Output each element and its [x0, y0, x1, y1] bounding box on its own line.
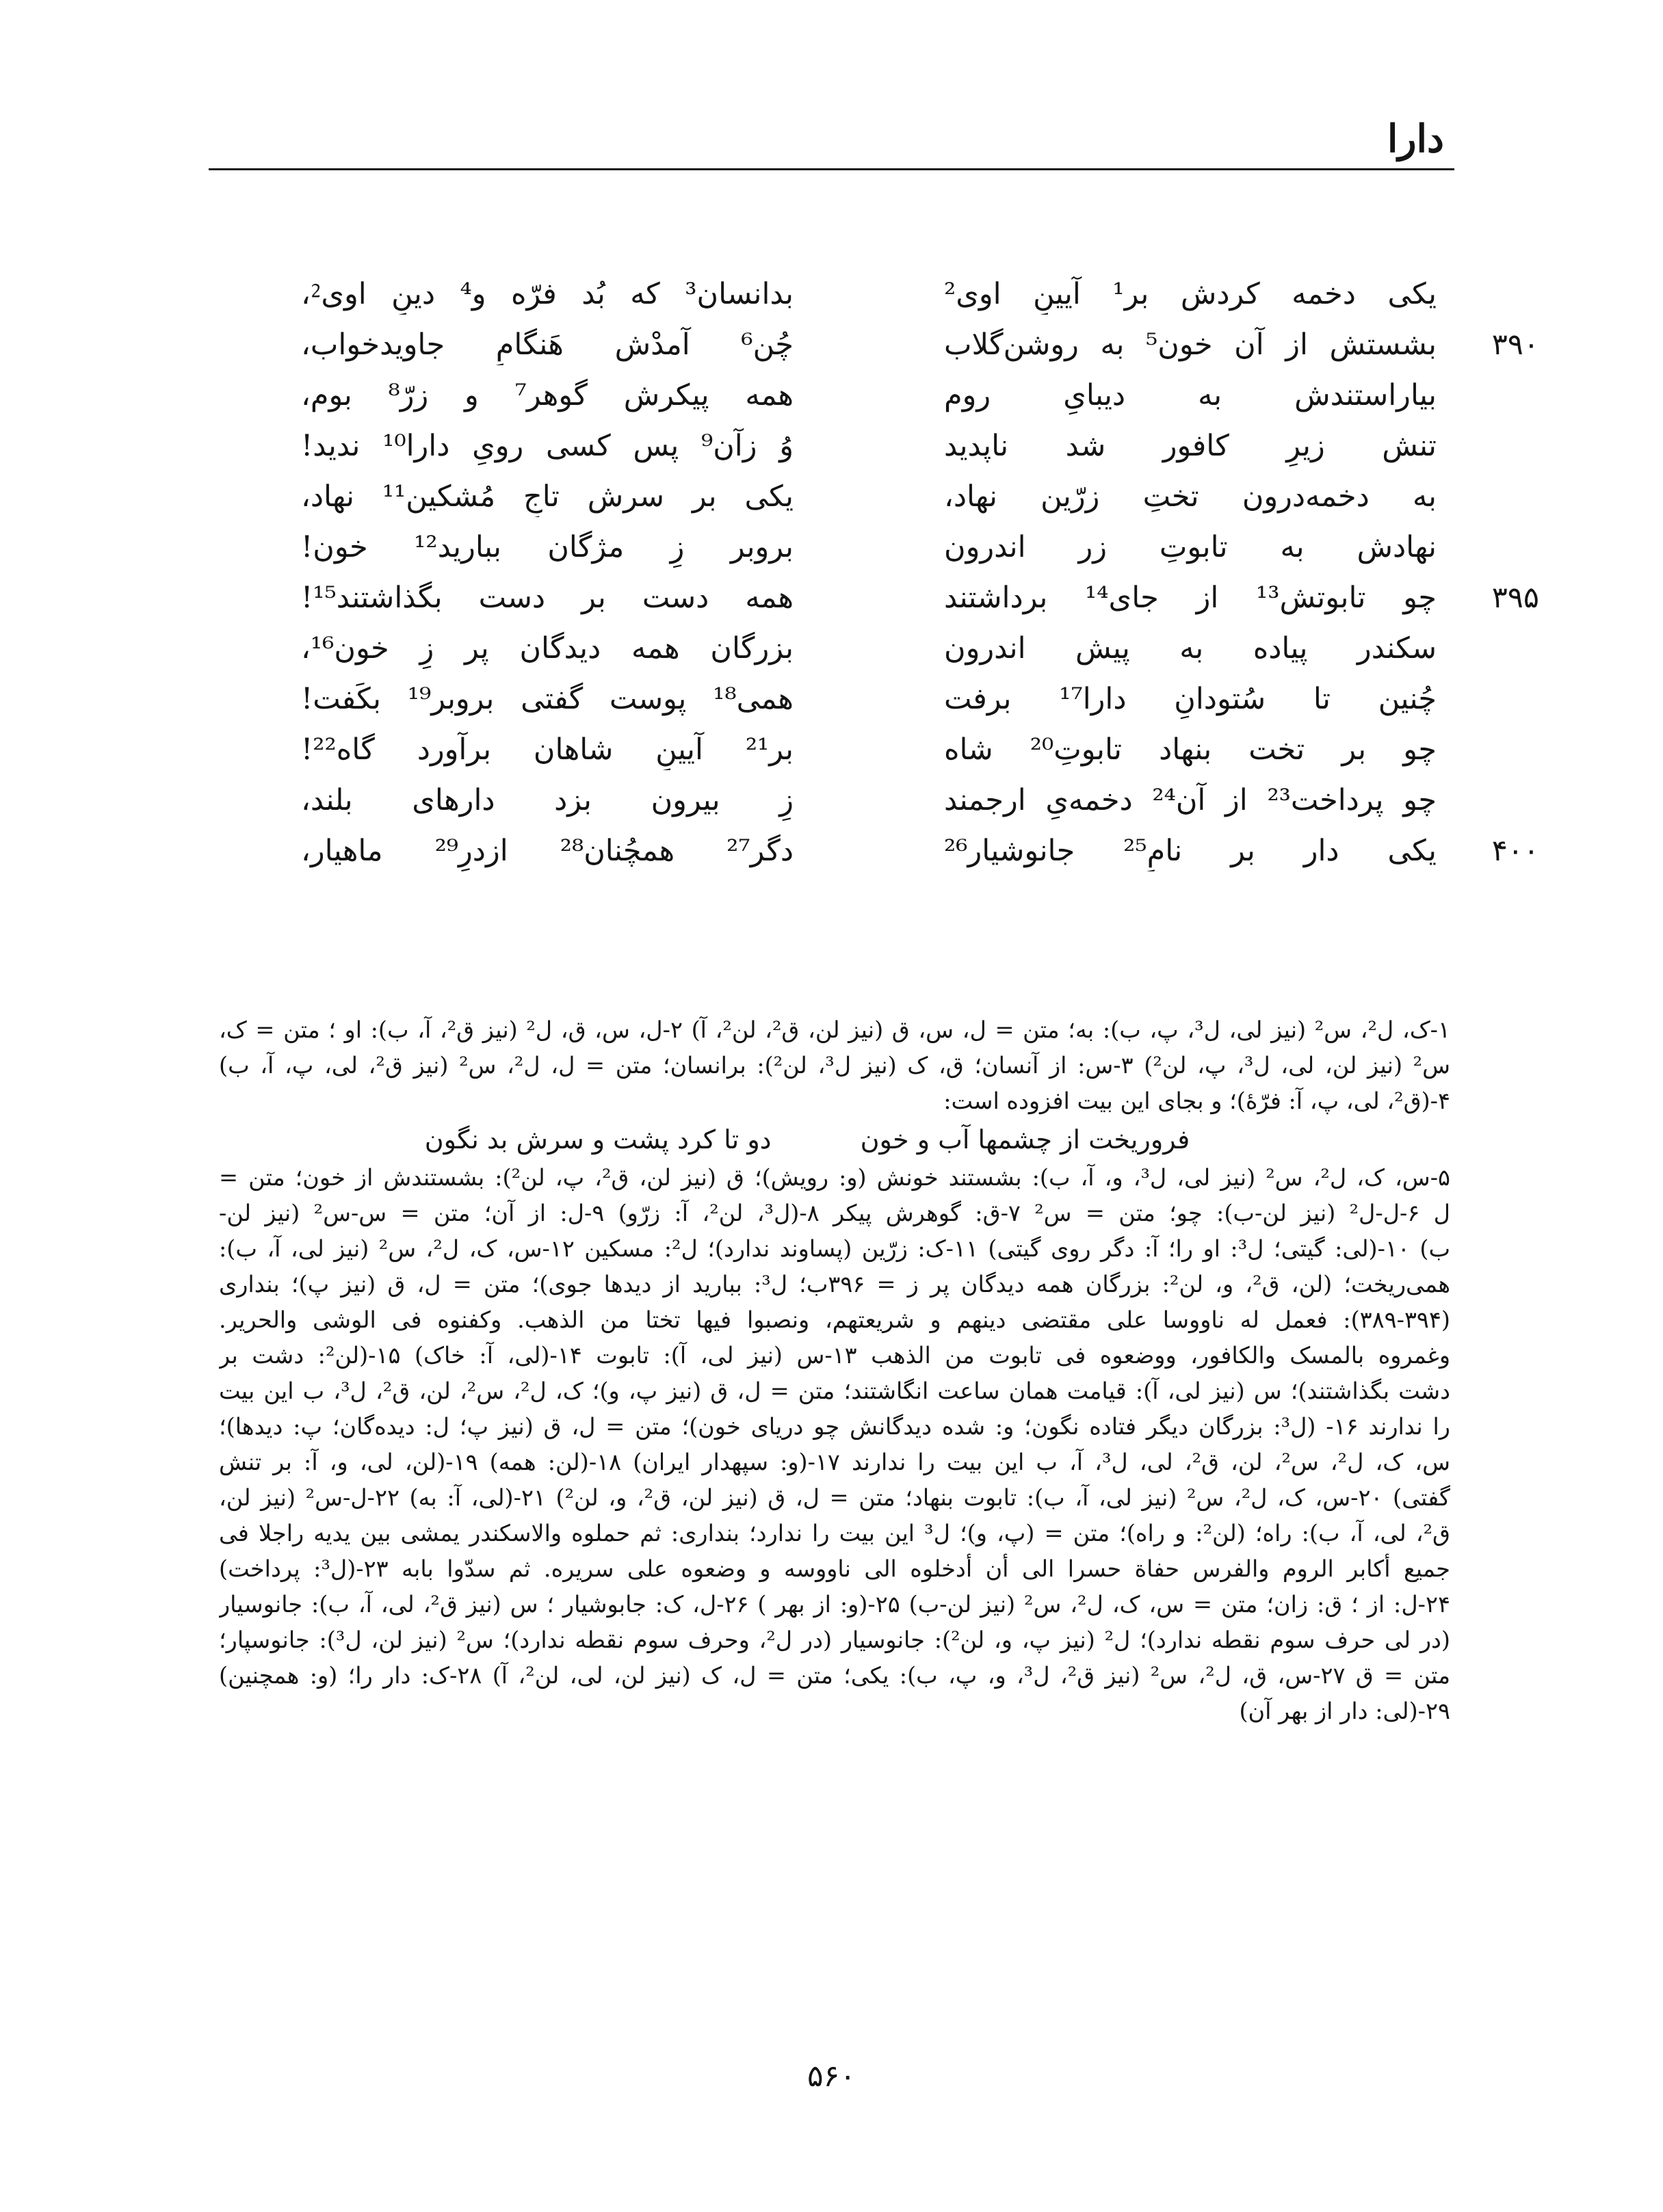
footnote-line: متن = ق ۲۷-س، ق، ل²، س² (نیز ق²، ل³، و، پ، ب): یکی؛ متن = ل، ک (نیز لن، لی، لن²، آ) ۲۸-ک: دار را؛ (و: همچنین): [219, 1662, 1450, 1689]
hemistich-left: همه پیکرش گوهر⁷ و زرّ⁸ بوم،: [301, 378, 794, 412]
couplet: [301, 324, 1539, 365]
footnote-line: س² (نیز لن، لی، ل³، پ، لن²) ۳-س: از آنسان؛ ق، ک (نیز ل³، لن²): برانسان؛ متن = ل، ل²، س² (نیز ق²، لی، پ، آ، ب): [219, 1052, 1450, 1079]
couplet: [301, 780, 1437, 821]
couplet: [301, 527, 1437, 568]
hemistich-left: زِ بیرون بزد دارهای بلند،: [301, 783, 794, 817]
hemistich-left: چُن⁶ آمدْش هَنگامِ جاویدخواب،: [301, 328, 794, 362]
hemistich-right: یکی دخمه کردش بر¹ آیینِ اوی²: [944, 277, 1437, 311]
quoted-hemistich-left: دو تا کرد پشت و سرش بد نگون: [424, 1124, 772, 1155]
footnote-line: گفتی) ۲۰-س، ک، ل²، س² (نیز لی، آ، ب): تابوت بنهاد؛ متن = ل، ق (نیز لن، ق²، و، لن²) ۲۱-(لی، آ: به) ۲۲-ل-س² (نیز لن،: [219, 1484, 1450, 1511]
hemistich-left: بر²¹ آیینِ شاهان برآورد گاه²²!: [301, 733, 794, 767]
footnotes-part-b: [219, 1160, 1450, 1694]
footnote-line: س، ک، ل²، س²، لن، ق²، لی، ل³، آ، ب این بیت را ندارند ۱۷-(و: سپهدار ایران) ۱۸-(لن: همه) ۱۹-(لن، لی، و، آ: بر تنش: [219, 1449, 1450, 1475]
footnote-line: ۲۴-ل: از ؛ ق: زان؛ متن = س، ک، ل²، س² (نیز لن-ب) ۲۵-(و: از بهر ) ۲۶-ل، ک: جابوشیار ؛ س (نیز ق²، لی، آ، ب): جانوسیار: [219, 1591, 1450, 1618]
hemistich-left: وُ زآن⁹ پس کسی رویِ دارا¹⁰ ندید!: [301, 429, 794, 463]
hemistich-right: یکی دار بر نامِ²⁵ جانوشیار²⁶: [944, 834, 1437, 868]
footnote-last-line: ۲۹-(لی: دار از بهر آن): [1239, 1698, 1450, 1724]
footnote-line: جمیع أکابر الروم والفرس حفاة حسرا الی أن أدخلوه الی ناووسه و وضعوه علی سریره. ثم سدّوا بابه ۲۳-(ل³: پرداخت): [219, 1555, 1450, 1582]
hemistich-right: به دخمه‌درون تختِ زرّین نهاد،: [944, 479, 1437, 514]
hemistich-left: یکی بر سرش تاجِ مُشکین¹¹ نهاد،: [301, 479, 794, 514]
couplet: [301, 628, 1437, 669]
footnote-line: دشت بگذاشتند)؛ س (نیز لی، آ): قیامت همان ساعت انگاشتند؛ متن = ل، ق (نیز پ، و)؛ ک، ل²، س²، لن، ق²، ل³، ب این بیت: [219, 1378, 1450, 1404]
quoted-hemistich-right: فروریخت از چشمها آب و خون: [860, 1124, 1190, 1155]
couplet: [301, 729, 1437, 770]
hemistich-right: نهادش به تابوتِ زر اندرون: [944, 530, 1437, 564]
couplet: [301, 375, 1437, 416]
verse-number: ۳۹۰: [1491, 328, 1539, 362]
footnote-line: همی‌ریخت؛ (لن، ق²، و، لن²: بزرگان همه دیدگان پر ز = ۳۹۶ب؛ ل³: ببارید از دیدها جوی)؛ متن = ل، ق (نیز پ)؛ بنداری: [219, 1271, 1450, 1298]
hemistich-right: چو تابوتش¹³ از جای¹⁴ برداشتند: [944, 581, 1437, 615]
hemistich-left: همی¹⁸ پوست گفتی بروبر¹⁹ بکَفت!: [301, 682, 794, 716]
hemistich-right: تنش زیرِ کافور شد ناپدید: [944, 429, 1437, 463]
couplet: [301, 830, 1539, 871]
couplet: [301, 274, 1437, 315]
footnote-line: ل ۶-ل-ل² (نیز لن-ب): چو؛ متن = س² ۷-ق: گوهرش پیکر ۸-(ل³، لن²، آ: زرّو) ۹-ل: از آن؛ متن = س-س² (نیز لن-: [219, 1200, 1450, 1226]
footnote-line: (۳۸۹-۳۹۴): فعمل له ناووسا علی مقتضی دینهم و شریعتهم، ونصبوا فیها تختا من الذهب. وکفنوه فی الوشی والحریر.: [219, 1306, 1450, 1333]
verse-number: ۴۰۰: [1491, 834, 1539, 868]
hemistich-left: همه دست بر دست بگذاشتند¹⁵!: [301, 581, 794, 615]
page-number: ۵۶۰: [807, 2059, 856, 2094]
couplet: [301, 425, 1437, 466]
footnote-line: (در لی حرف سوم نقطه ندارد)؛ ل² (نیز پ، و، لن²): جانوسیار (در ل²، وحرف سوم نقطه ندارد)؛ س² (نیز لن، ل³): جانوسپار؛: [219, 1627, 1450, 1653]
footnote-line: ۱-ک، ل²، س² (نیز لی، ل³، پ، ب): به؛ متن = ل، س، ق (نیز لن، ق²، لن²، آ) ۲-ل، س، ق، ل² (نیز ق²، آ، ب): او ؛ متن = ک،: [219, 1016, 1450, 1043]
couplet: [301, 476, 1437, 517]
footnote-line: را ندارند ۱۶- (ل³: بزرگان دیگر فتاده نگون؛ و: شده دیدگانش چو دریای خون)؛ متن = ل، ق (نیز پ؛ ل: دیده‌گان؛ پ: دیدها)؛: [219, 1413, 1450, 1440]
footnotes: [219, 1012, 1450, 1729]
poem-verses: [301, 274, 1539, 871]
hemistich-left: بدانسان³ که بُد فرّه و⁴ دینِ اوی⁲،: [301, 277, 794, 311]
footnote-line: وغمروه بالمسک والکافور، ووضعوه فی تابوت من الذهب ۱۳-س (نیز لی، آ): تابوت ۱۴-(لی، آ: خاک) ۱۵-(لن²: دشت بر: [219, 1342, 1450, 1369]
hemistich-left: بزرگان همه دیدگان پر زِ خون¹⁶،: [301, 631, 794, 666]
hemistich-right: بیاراستندش به دیبایِ روم: [944, 378, 1437, 412]
couplet: [301, 679, 1437, 720]
running-header-title: د‌ا‌ر‌ا: [1387, 116, 1444, 161]
header-rule: [209, 168, 1454, 170]
hemistich-right: چو بر تخت بنهاد تابوتِ²⁰ شاه: [944, 733, 1437, 767]
quoted-couplet: [219, 1119, 1450, 1160]
hemistich-left: بروبر زِ مژگان ببارید¹² خون!: [301, 530, 794, 564]
couplet: [301, 577, 1539, 618]
footnote-line: ب) ۱۰-(لی: گیتی؛ ل³: او را؛ آ: دگر روی گیتی) ۱۱-ک: زرّین (پساوند ندارد)؛ ل²: مسکین ۱۲-س، ک، ل²، س² (نیز لی، آ، ب):: [219, 1235, 1450, 1262]
hemistich-right: سکندر پیاده به پیش اندرون: [944, 631, 1437, 666]
hemistich-right: چو پرداخت²³ از آن²⁴ دخمه‌یِ ارجمند: [944, 783, 1437, 817]
footnote-line: ۵-س، ک، ل²، س² (نیز لی، ل³، و، آ، ب): بشستند خونش (و: رویش)؛ ق (نیز لن، ق²، پ، لن²): بشستندش از خون؛ متن =: [219, 1164, 1450, 1191]
hemistich-left: دگر²⁷ همچُنان²⁸ ازدرِ²⁹ ماهیار،: [301, 834, 794, 868]
footnotes-part-a: [219, 1012, 1450, 1119]
hemistich-right: چُنین تا سُتودانِ دارا¹⁷ برفت: [944, 682, 1437, 716]
footnote-line: ۴-(ق²، لی، پ، آ: فرّهٔ)؛ و بجای این بیت افزوده است:: [943, 1088, 1450, 1114]
footnote-line: ق²، لی، آ، ب): راه؛ (لن²: و راه)؛ متن = (پ، و)؛ ل³ این بیت را ندارد؛ بنداری: ثم حملوه والاسکندر یمشی بین یدیه راجلا فی: [219, 1520, 1450, 1546]
hemistich-right: بشستش از آن خون⁵ به روشن‌گلاب: [944, 328, 1437, 362]
verse-number: ۳۹۵: [1491, 581, 1539, 615]
